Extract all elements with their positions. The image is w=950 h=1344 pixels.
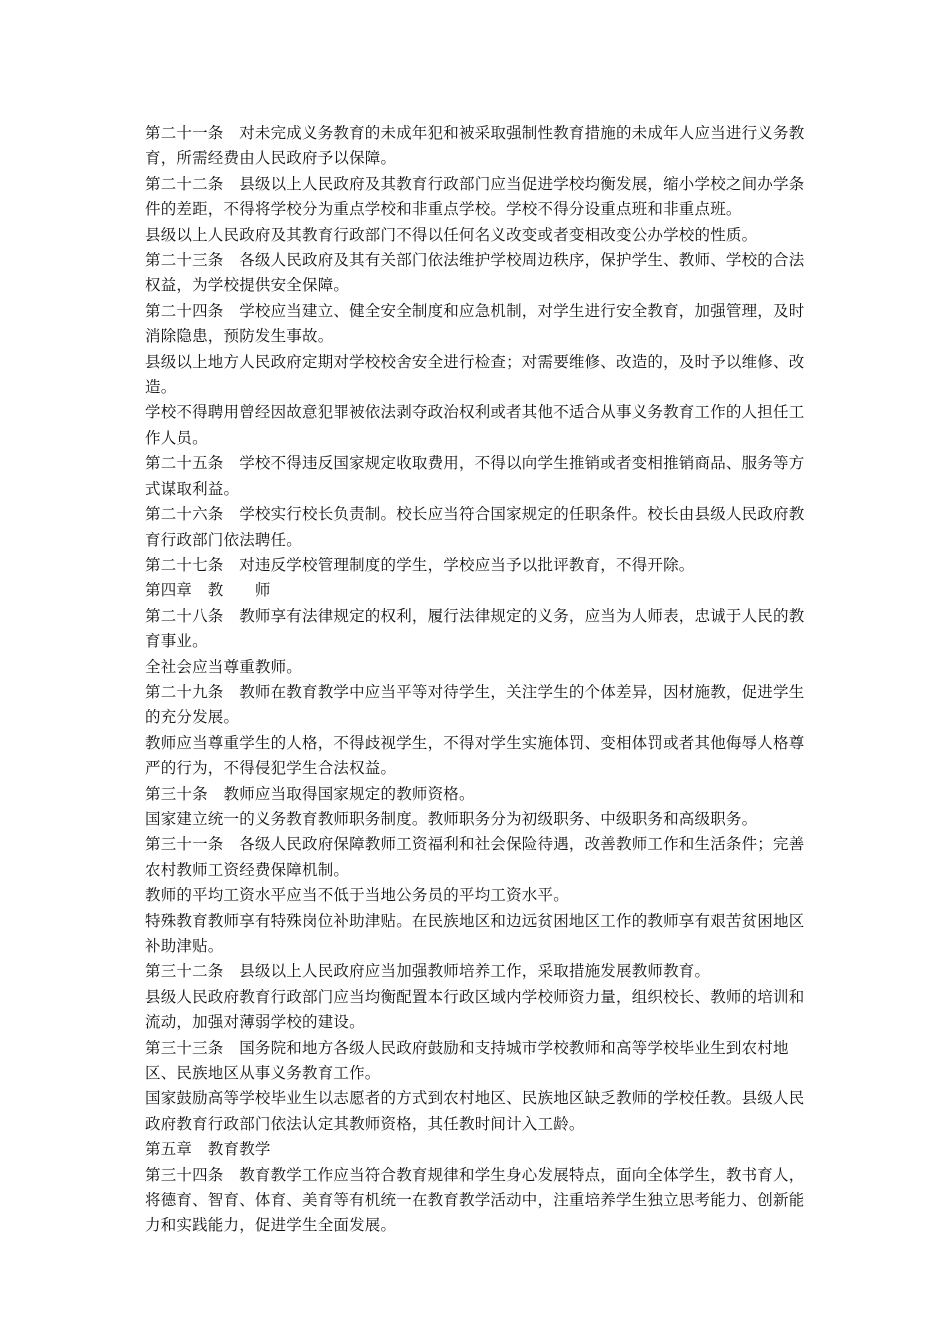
paragraph-article-24: 第二十四条 学校应当建立、健全安全制度和应急机制，对学生进行安全教育，加强管理，及时消除隐患，预防发生事故。: [145, 301, 805, 346]
paragraph-article-21: 第二十一条 对未完成义务教育的未成年犯和被采取强制性教育措施的未成年人应当进行义务教育，所需经费由人民政府予以保障。: [145, 124, 805, 168]
chapter-heading-5: 第五章 教育教学: [145, 1140, 271, 1159]
paragraph-article-34: 第三十四条 教育教学工作应当符合教育规律和学生身心发展特点，面向全体学生，教书育人，将德育、智育、体育、美育等有机统一在教育教学活动中，注重培养学生独立思考能力、创新能力和实践能力，促进学生全面发展。: [145, 1165, 805, 1235]
chapter-heading-4: 第四章 教 师: [145, 581, 271, 600]
paragraph-article-26: 第二十六条 学校实行校长负责制。校长应当符合国家规定的任职条件。校长由县级人民政府教育行政部门依法聘任。: [145, 505, 805, 549]
paragraph-article-22: 第二十二条 县级以上人民政府及其教育行政部门应当促进学校均衡发展，缩小学校之间办学条件的差距，不得将学校分为重点学校和非重点学校。学校不得分设重点班和非重点班。: [145, 174, 805, 219]
paragraph-article-31-clause-3: 特殊教育教师享有特殊岗位补助津贴。在民族地区和边远贫困地区工作的教师享有艰苦贫困地区补助津贴。: [145, 911, 805, 955]
paragraph-article-25: 第二十五条 学校不得违反国家规定收取费用，不得以向学生推销或者变相推销商品、服务等方式谋取利益。: [145, 454, 805, 498]
paragraph-article-30: 第三十条 教师应当取得国家规定的教师资格。: [145, 784, 475, 803]
paragraph-article-30-clause-2: 国家建立统一的义务教育教师职务制度。教师职务分为初级职务、中级职务和高级职务。: [145, 809, 758, 828]
paragraph-article-33-clause-2: 国家鼓励高等学校毕业生以志愿者的方式到农村地区、民族地区缺乏教师的学校任教。县级人民政府教育行政部门依法认定其教师资格，其任教时间计入工龄。: [145, 1089, 805, 1133]
paragraph-article-31: 第三十一条 各级人民政府保障教师工资福利和社会保险待遇，改善教师工作和生活条件；完善农村教师工资经费保障机制。: [145, 835, 805, 879]
paragraph-article-28-clause-2: 全社会应当尊重教师。: [145, 657, 303, 676]
paragraph-article-24-clause-3: 学校不得聘用曾经因故意犯罪被依法剥夺政治权利或者其他不适合从事义务教育工作的人担任工作人员。: [145, 403, 805, 447]
paragraph-article-33: 第三十三条 国务院和地方各级人民政府鼓励和支持城市学校教师和高等学校毕业生到农村地区、民族地区从事义务教育工作。: [145, 1038, 789, 1083]
paragraph-article-29-clause-2: 教师应当尊重学生的人格，不得歧视学生，不得对学生实施体罚、变相体罚或者其他侮辱人格尊严的行为，不得侵犯学生合法权益。: [145, 733, 805, 778]
paragraph-article-32: 第三十二条 县级以上人民政府应当加强教师培养工作，采取措施发展教师教育。: [145, 962, 711, 981]
document-body: [145, 121, 813, 1239]
paragraph-article-27: 第二十七条 对违反学校管理制度的学生，学校应当予以批评教育，不得开除。: [145, 555, 695, 574]
paragraph-article-23: 第二十三条 各级人民政府及其有关部门依法维护学校周边秩序，保护学生、教师、学校的合法权益，为学校提供安全保障。: [145, 251, 805, 295]
paragraph-article-32-clause-2: 县级人民政府教育行政部门应当均衡配置本行政区域内学校师资力量，组织校长、教师的培训和流动，加强对薄弱学校的建设。: [145, 987, 805, 1032]
paragraph-article-24-clause-2: 县级以上地方人民政府定期对学校校舍安全进行检查；对需要维修、改造的，及时予以维修、改造。: [145, 352, 805, 397]
paragraph-article-29: 第二十九条 教师在教育教学中应当平等对待学生，关注学生的个体差异，因材施教，促进学生的充分发展。: [145, 682, 805, 727]
paragraph-article-31-clause-2: 教师的平均工资水平应当不低于当地公务员的平均工资水平。: [145, 886, 569, 905]
paragraph-article-22-clause-2: 县级以上人民政府及其教育行政部门不得以任何名义改变或者变相改变公办学校的性质。: [145, 225, 758, 244]
paragraph-article-28: 第二十八条 教师享有法律规定的权利，履行法律规定的义务，应当为人师表，忠诚于人民的教育事业。: [145, 606, 805, 651]
